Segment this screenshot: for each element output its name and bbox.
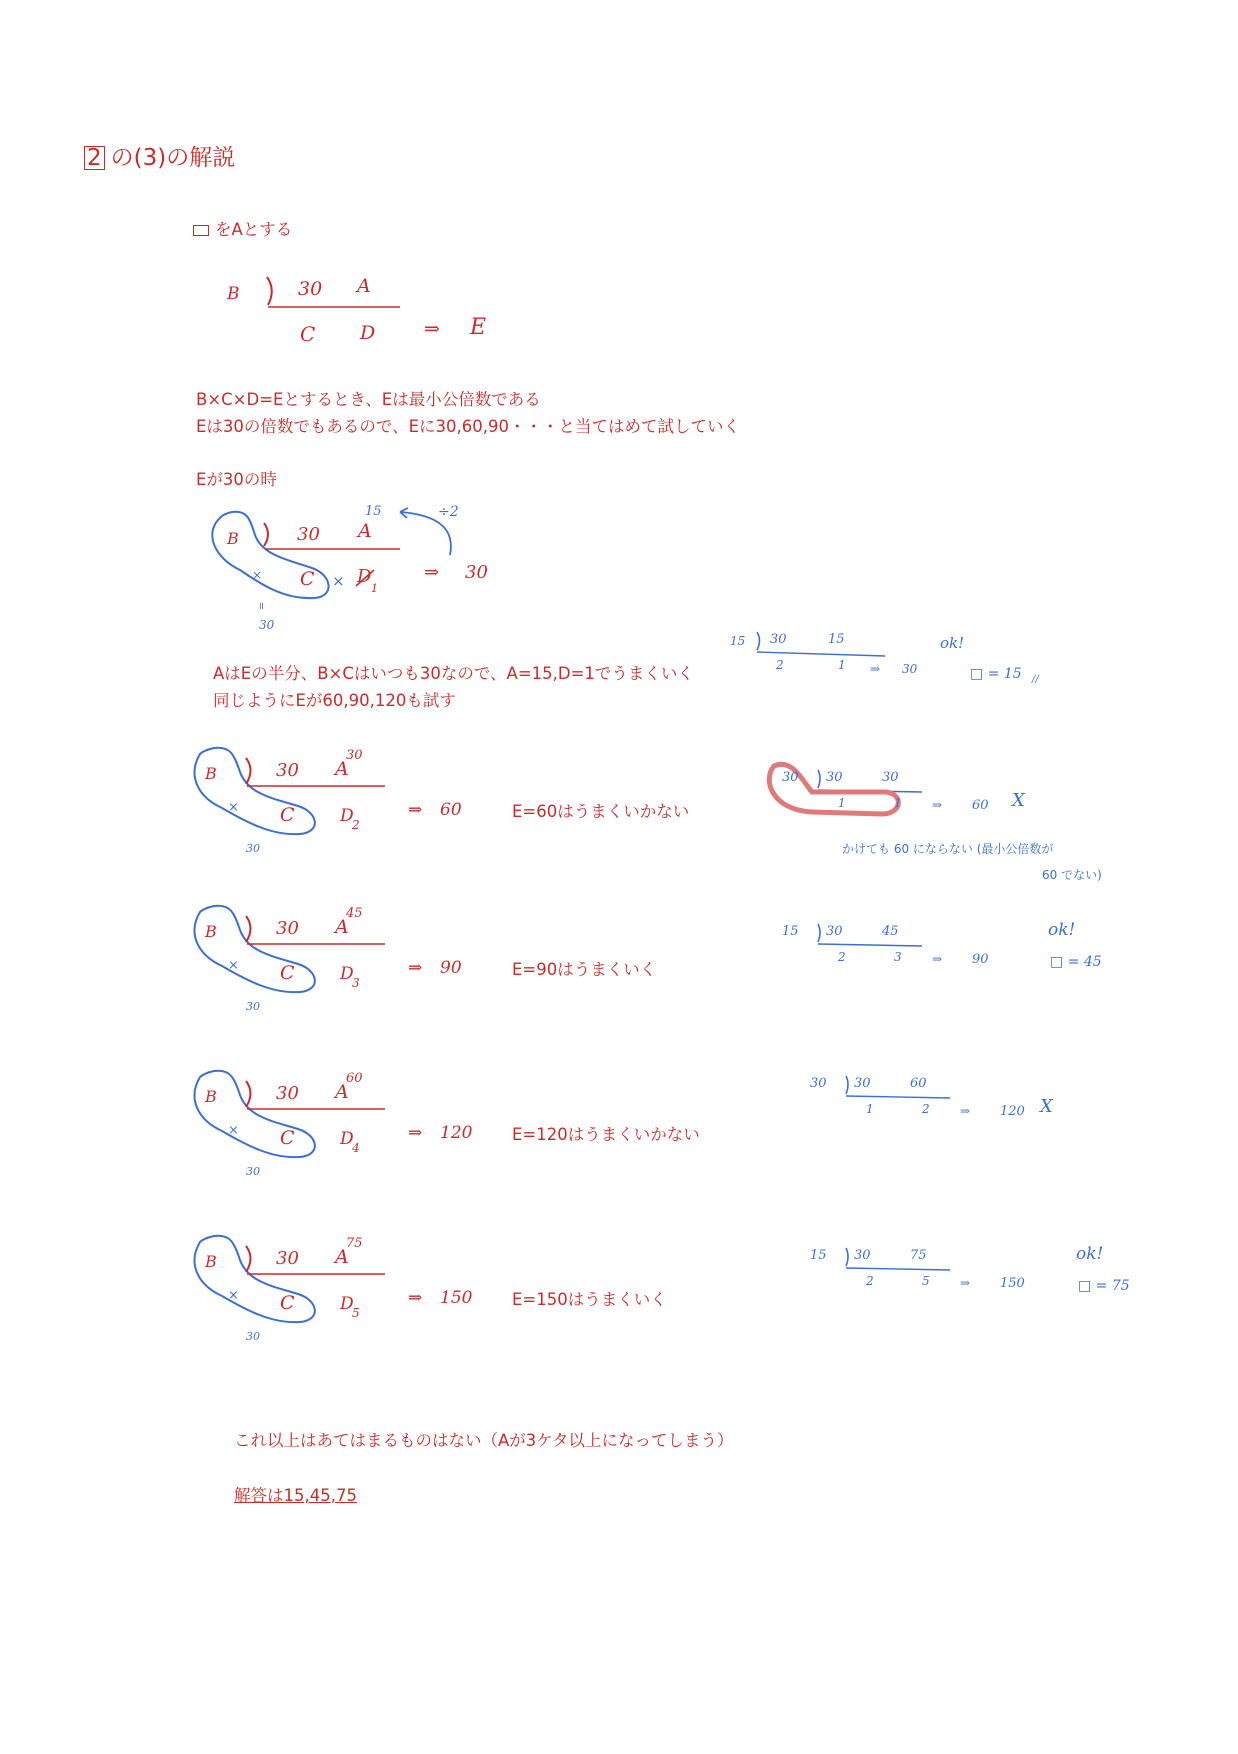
case-x: × [228, 1123, 239, 1138]
case-c: C [280, 1127, 295, 1149]
case-d-sub: 5 [352, 1306, 360, 1320]
side-q2: 5 [922, 1274, 930, 1288]
diag30-div2: ÷2 [438, 504, 459, 520]
case-a: A [335, 758, 349, 780]
result30-line-2: 同じようにEが60,90,120も試す [213, 691, 456, 710]
side30-q1: 2 [776, 658, 784, 672]
diag30-bc: 30 [259, 618, 275, 632]
diag30-a-val: 15 [365, 504, 382, 519]
side30-n2: 15 [828, 632, 845, 647]
explain-line-2: Eは30の倍数でもあるので、Eに30,60,90・・・と当てはめて試していく [196, 417, 740, 436]
case-a-val: 75 [346, 1236, 363, 1251]
case-e: 120 [440, 1123, 473, 1143]
diag30-d: D [357, 566, 372, 587]
case-e: 60 [440, 800, 462, 820]
side-bracket [846, 1248, 848, 1266]
case-x: × [228, 1288, 239, 1303]
side-n1: 30 [854, 1248, 871, 1263]
case-verdict: E=120はうまくいかない [512, 1125, 700, 1144]
case-x: × [228, 800, 239, 815]
case-e: 90 [440, 958, 462, 978]
case-arrow: ⇒ [408, 958, 423, 978]
case-a-val: 45 [346, 906, 363, 921]
case-30: 30 [276, 1248, 299, 1269]
case-d-sub: 4 [352, 1141, 360, 1155]
side-arrow: ⇒ [960, 1104, 971, 1118]
case-d: D [340, 806, 354, 826]
case-a-val: 60 [346, 1071, 363, 1086]
diag30-x1: × [252, 568, 263, 582]
diag30-x2: × [332, 572, 345, 590]
case-c: C [280, 962, 295, 984]
answer: 解答は15,45,75 [234, 1486, 357, 1505]
side-n2: 30 [882, 770, 899, 785]
diag30-a: A [358, 520, 372, 542]
case-x: × [228, 958, 239, 973]
case-a-val: 30 [346, 748, 363, 763]
case-arrow: ⇒ [408, 1288, 423, 1308]
case-bc: 30 [246, 842, 260, 855]
case-b: B [205, 922, 217, 941]
side-div: 15 [782, 924, 799, 939]
case-c: C [280, 1292, 295, 1314]
case-b: B [205, 764, 217, 783]
diag0-e: E [470, 315, 487, 340]
side-div: 15 [810, 1248, 827, 1263]
side-q1: 2 [866, 1274, 874, 1288]
side30-res: 30 [902, 662, 918, 676]
diag0-d: D [360, 322, 376, 344]
side-n1: 30 [826, 770, 843, 785]
case-a: A [335, 916, 349, 938]
side-q1: 2 [838, 950, 846, 964]
side-q2: 3 [894, 950, 902, 964]
side-arrow: ⇒ [960, 1276, 971, 1290]
case-b: B [205, 1087, 217, 1106]
side-n1: 30 [826, 924, 843, 939]
side-q2: 1 [894, 796, 902, 810]
side-res: 150 [1000, 1276, 1025, 1291]
side-x-mark: X [1040, 1096, 1053, 1117]
side30-q2: 1 [838, 658, 846, 672]
diag0-b: B [227, 284, 240, 304]
case-e: 150 [440, 1288, 473, 1308]
diag30-eq: ॥ [258, 601, 264, 612]
side-arrow: ⇒ [932, 798, 943, 812]
title-text: の(3)の解説 [110, 145, 236, 171]
side-arrow: ⇒ [932, 952, 943, 966]
side-res: 90 [972, 952, 989, 967]
side-n2: 75 [910, 1248, 927, 1263]
side-ok: ok! [1048, 920, 1076, 940]
diag30-arrow: ⇒ [424, 562, 440, 583]
explain-line-1: B×C×D=Eとするとき、Eは最小公倍数である [196, 390, 541, 409]
diag30-c: C [300, 568, 315, 590]
division-bracket [246, 1246, 251, 1272]
case-d: D [340, 964, 354, 984]
side-line [846, 1268, 950, 1270]
side-res: 120 [1000, 1104, 1025, 1119]
case-a: A [335, 1246, 349, 1268]
case-bc: 30 [246, 1330, 260, 1343]
case-d: D [340, 1294, 354, 1314]
diag0-30: 30 [298, 278, 323, 300]
case-verdict: E=60はうまくいかない [512, 802, 690, 821]
side30-arrow: ⇒ [870, 662, 881, 676]
case-c: C [280, 804, 295, 826]
diag0-a: A [357, 275, 371, 297]
side-q1: 1 [838, 796, 846, 810]
side30-ans-mark: // [1032, 674, 1039, 685]
side-ans: □ = 45 [1050, 954, 1102, 970]
case-a: A [335, 1081, 349, 1103]
side30-ans: □ = 15 [970, 666, 1022, 682]
intro-text: をAとする [215, 220, 293, 239]
conclusion: これ以上はあてはまるものはない（Aが3ケタ以上になってしまう） [234, 1431, 734, 1450]
problem-number-box: 2 [84, 146, 105, 170]
case-bc: 30 [246, 1000, 260, 1013]
case-arrow: ⇒ [408, 1123, 423, 1143]
side-note-1: かけても 60 にならない (最小公倍数が [842, 842, 1054, 856]
side30-n1: 30 [770, 632, 787, 647]
case-verdict: E=150はうまくいく [512, 1290, 667, 1309]
side-n2: 45 [882, 924, 899, 939]
result30-line-1: AはEの半分、B×Cはいつも30なので、A=15,D=1でうまくいく [213, 664, 694, 683]
side-x-mark: X [1012, 790, 1025, 811]
case-bc: 30 [246, 1165, 260, 1178]
diag30-d-val: 1 [371, 582, 378, 595]
side-ans: □ = 75 [1078, 1278, 1130, 1294]
case-b: B [205, 1252, 217, 1271]
side-q2: 2 [922, 1102, 930, 1116]
diag30-30: 30 [297, 524, 320, 545]
side-res: 60 [972, 798, 989, 813]
side-div: 30 [782, 770, 799, 785]
case-d-sub: 2 [352, 818, 360, 832]
case-d: D [340, 1129, 354, 1149]
diag30-e: 30 [465, 562, 488, 583]
side-ok: ok! [1076, 1244, 1104, 1264]
side-n2: 60 [910, 1076, 927, 1091]
diag0-c: C [300, 322, 316, 346]
case-30: 30 [276, 760, 299, 781]
case-arrow: ⇒ [408, 800, 423, 820]
case30-label: Eが30の時 [196, 470, 277, 489]
side-q1: 1 [866, 1102, 874, 1116]
diag30-b: B [227, 529, 239, 548]
side30-ok: ok! [940, 634, 965, 652]
side-div: 30 [810, 1076, 827, 1091]
case-30: 30 [276, 1083, 299, 1104]
case-verdict: E=90はうまくいく [512, 960, 657, 979]
case-d-sub: 3 [352, 976, 360, 990]
diag0-arrow: ⇒ [424, 318, 440, 340]
side-note-2: 60 でない) [1042, 868, 1102, 882]
case-30: 30 [276, 918, 299, 939]
side-n1: 30 [854, 1076, 871, 1091]
side30-div: 15 [730, 634, 746, 648]
